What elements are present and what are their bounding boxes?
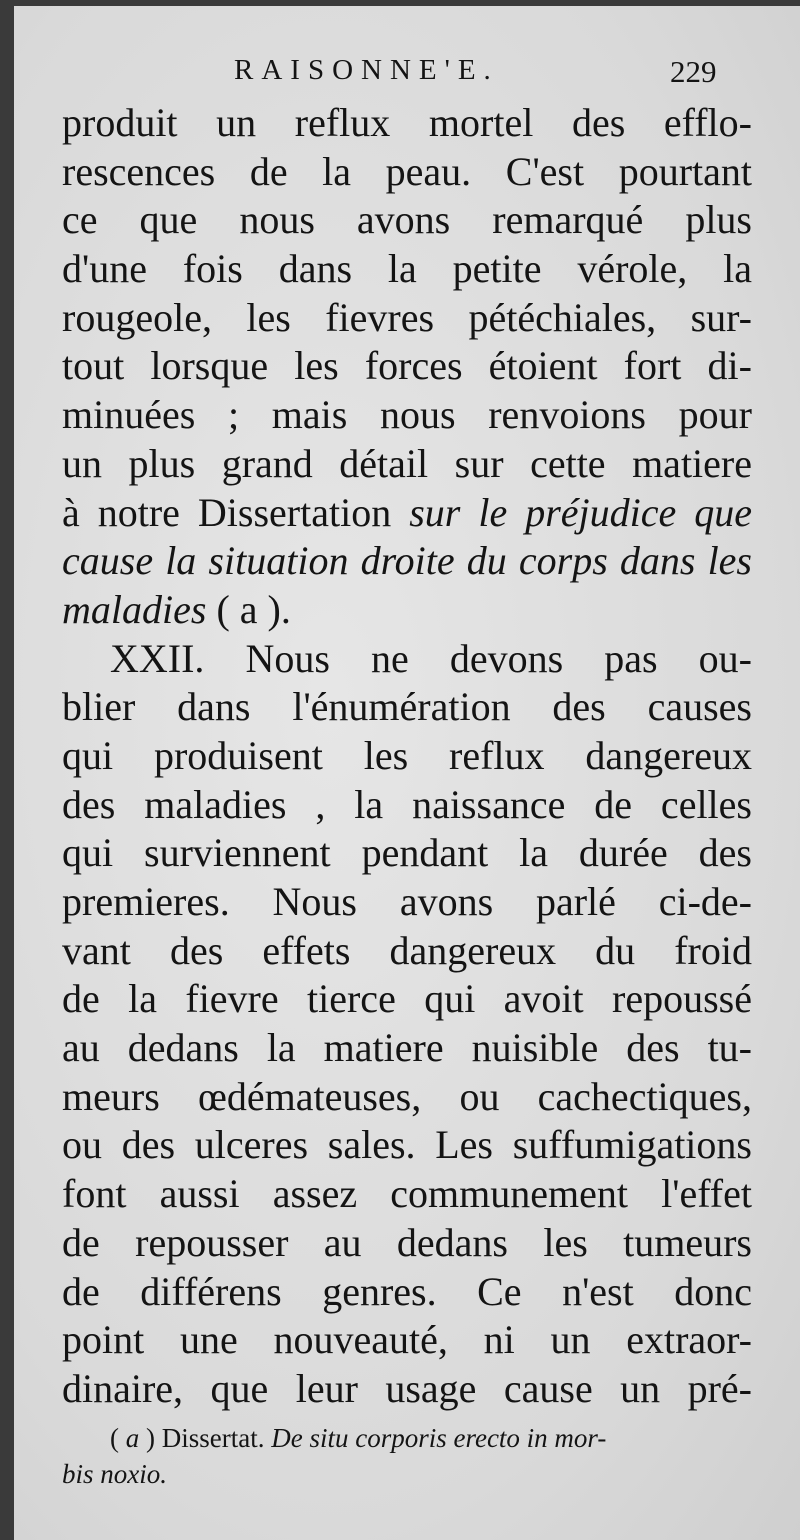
body-text: [62, 99, 752, 1414]
text-line: ce que nous avons remarqué plus: [62, 197, 752, 243]
text-line: qui produisent les reflux dangereux: [62, 732, 752, 778]
text-line: qui surviennent pendant la durée des: [62, 830, 752, 876]
page-number: 229: [670, 54, 717, 89]
italic-title: maladies: [62, 586, 207, 632]
footnote-line: [62, 1420, 752, 1456]
text-line: vant des effets dangereux du froid: [62, 927, 752, 973]
text-line: au dedans la matiere nuisible des tu-: [62, 1025, 752, 1071]
italic-title-line: cause la situation droite du corps dans les: [62, 538, 752, 584]
text-line: de repousser au dedans les tumeurs: [62, 1219, 752, 1265]
text-line: produit un reflux mortel des efflo-: [62, 100, 752, 145]
text-line: de la fievre tierce qui avoit repoussé: [62, 976, 752, 1022]
book-page: [14, 6, 800, 1540]
text-line: rougeole, les fievres pétéchiales, sur-: [62, 294, 752, 340]
text-line: [62, 586, 752, 635]
footnote: [62, 1420, 752, 1492]
section-heading-line: XXII. Nous ne devons pas ou-: [110, 635, 752, 681]
footnote-italic-title: De situ corporis erecto in mor-: [271, 1423, 607, 1453]
running-head: RAISONNE'E.: [234, 54, 499, 86]
text-line: [62, 489, 752, 538]
footnote-line: bis noxio.: [62, 1459, 167, 1489]
text-line: meurs œdémateuses, ou cachectiques,: [62, 1073, 752, 1119]
text-line: de différens genres. Ce n'est donc: [62, 1268, 752, 1314]
footnote-paren-open: (: [110, 1423, 126, 1453]
text-line: minuées ; mais nous renvoions pour: [62, 392, 752, 438]
text-line: font aussi assez communement l'effet: [62, 1171, 752, 1217]
footnote-text: ) Dissertat.: [139, 1423, 272, 1453]
text-line: un plus grand détail sur cette matiere: [62, 440, 752, 486]
footnote-marker: a: [125, 1423, 140, 1453]
text-line: point une nouveauté, ni un extraor-: [62, 1317, 752, 1363]
italic-title: sur le préjudice que: [409, 489, 752, 535]
text-line: blier dans l'énumération des causes: [62, 684, 752, 730]
text-span: à notre Dissertation: [62, 489, 410, 535]
text-line: d'une fois dans la petite vérole, la: [62, 246, 752, 292]
page-header: [14, 54, 800, 94]
footnote-reference: ( a ).: [206, 586, 291, 632]
text-line: ou des ulceres sales. Les suffumigations: [62, 1122, 752, 1168]
text-line: rescences de la peau. C'est pourtant: [62, 148, 752, 194]
text-line: dinaire, que leur usage cause un pré-: [62, 1365, 752, 1411]
text-line: des maladies , la naissance de celles: [62, 781, 752, 827]
text-line: tout lorsque les forces étoient fort di-: [62, 343, 752, 389]
text-line: premieres. Nous avons parlé ci-de-: [62, 879, 752, 924]
